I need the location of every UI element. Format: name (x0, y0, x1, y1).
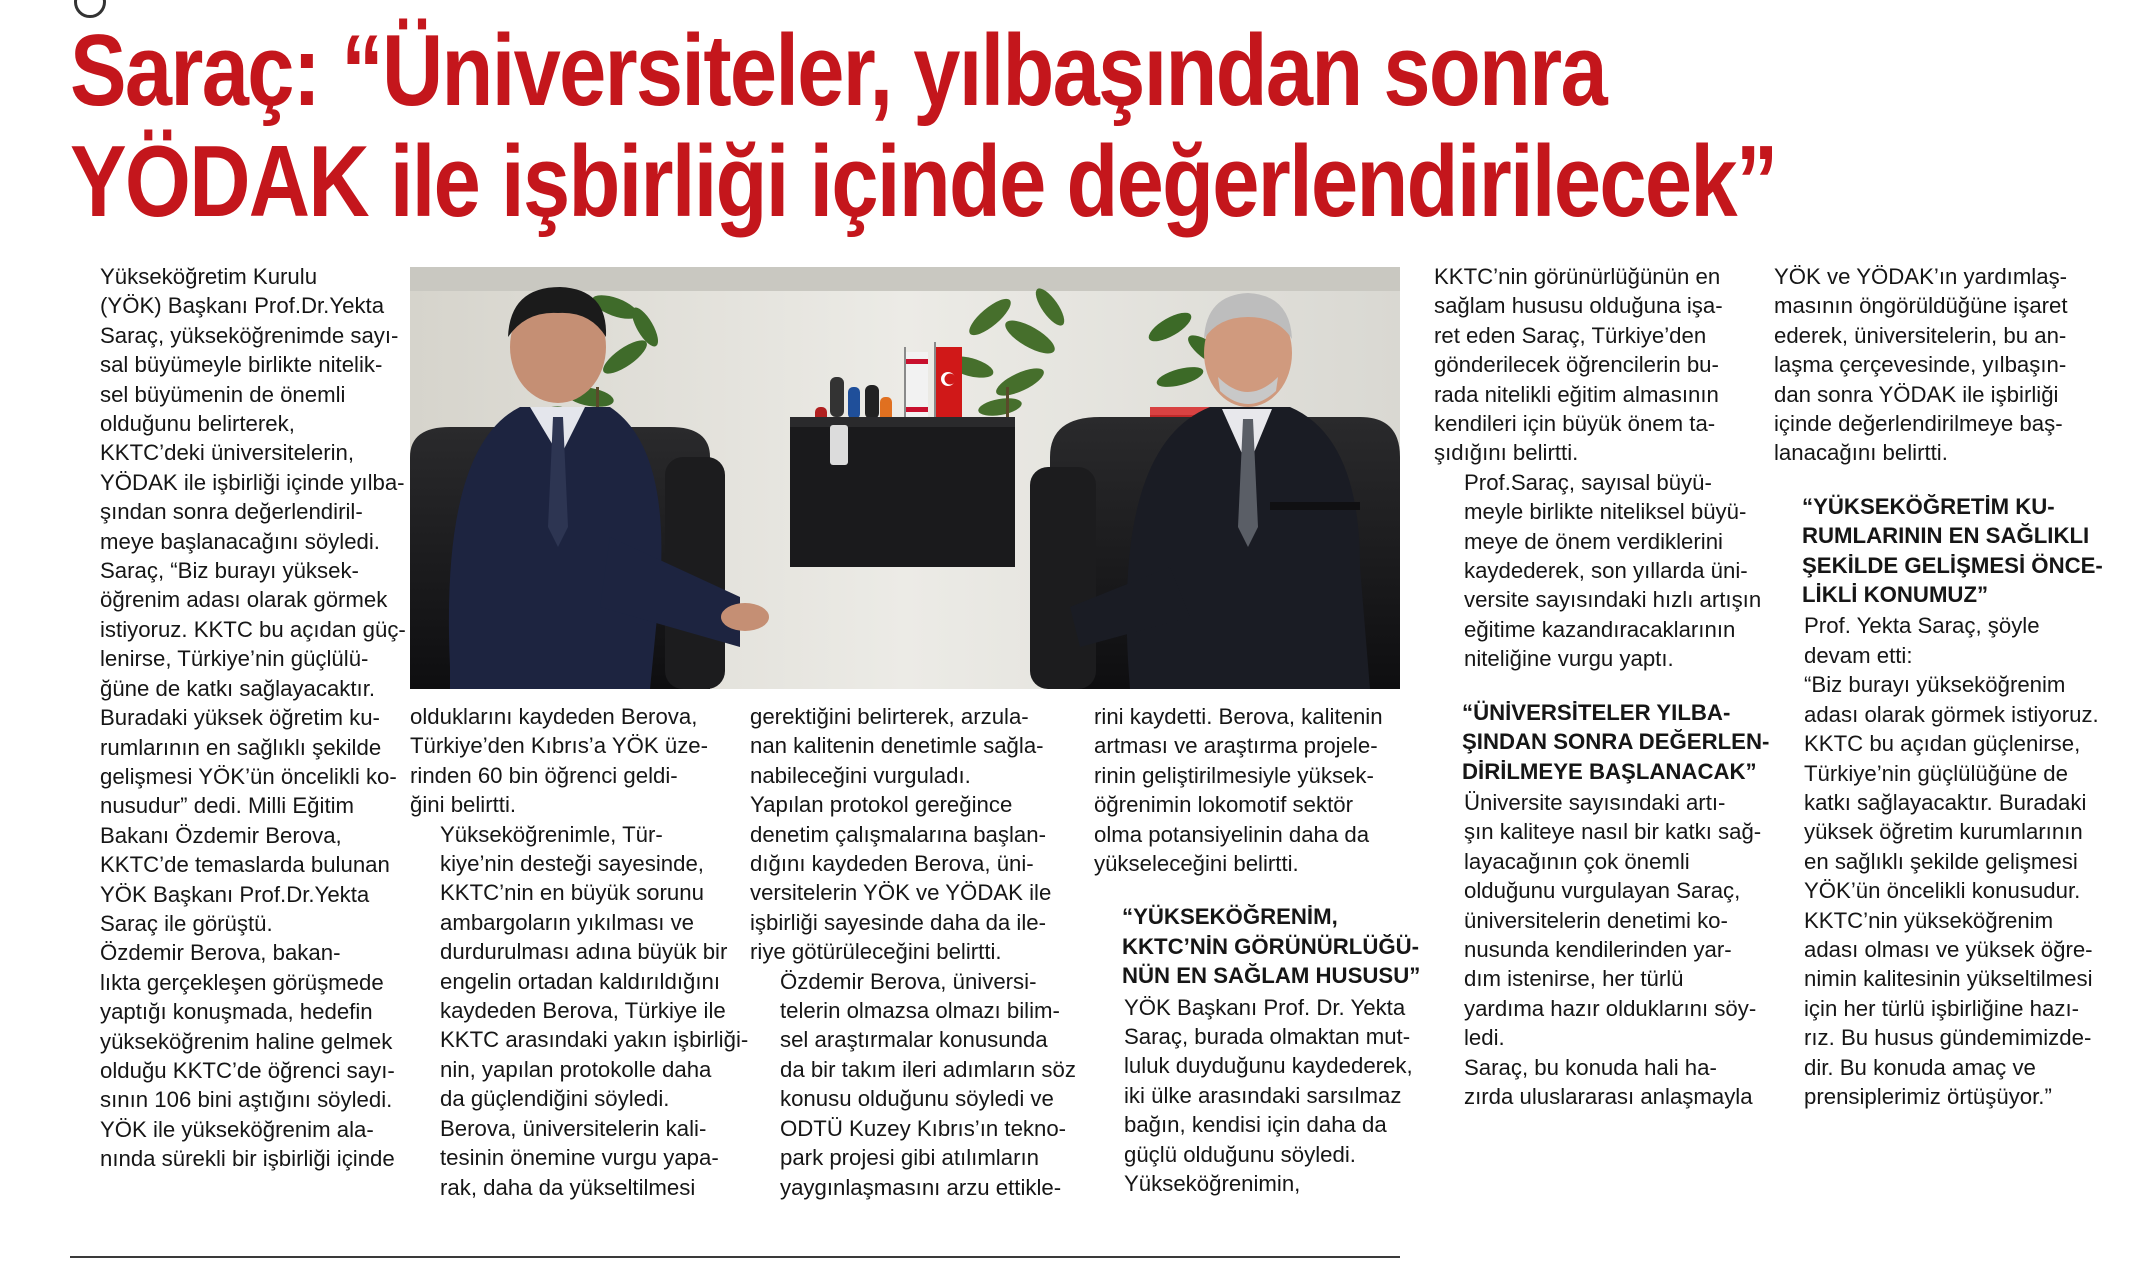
text-line: rada nitelikli eğitim almasının (1434, 381, 1719, 407)
text-line: LİKLİ KONUMUZ” (1802, 582, 1989, 608)
section-subheading (1094, 902, 1421, 990)
text-line: telerin olmazsa olmazı bilim- (780, 998, 1060, 1024)
headline (70, 15, 1777, 238)
text-line: nin, yapılan protokolle daha (440, 1056, 712, 1082)
text-line: KKTC bu açıdan güçlenirse, (1804, 731, 2081, 757)
text-line: YÖK ile yükseköğrenim ala- (100, 1116, 374, 1142)
text-line: luluk duyduğunu kaydederek, (1124, 1053, 1413, 1079)
text-line: öğrenim adası olarak görmek (100, 587, 388, 613)
text-line: versite sayısındaki hızlı artışın (1464, 587, 1762, 613)
text-line: “YÜKSEKÖĞRETİM KU- (1802, 493, 2055, 519)
text-line: rız. Bu husus gündemimizde- (1804, 1025, 2092, 1051)
article-paragraph (70, 262, 405, 556)
text-line: da bir takım ileri adımların söz (780, 1056, 1076, 1082)
text-column-4 (1094, 702, 1421, 1199)
text-line: nan kalitenin denetimle sağla- (750, 733, 1044, 759)
text-line: lenirse, Türkiye’nin güçlülü- (100, 646, 369, 672)
text-line: Saraç, yükseköğrenimde sayı- (100, 322, 399, 348)
text-line: ret eden Saraç, Türkiye’den (1434, 322, 1707, 348)
text-line: denetim çalışmalarına başlan- (750, 821, 1046, 847)
text-line: olma potansiyelinin daha da (1094, 821, 1370, 847)
text-line: YÖK Başkanı Prof.Dr.Yekta (100, 881, 370, 907)
text-line: gerektiğini belirterek, arzula- (750, 704, 1029, 729)
text-line: engelin ortadan kaldırıldığını (440, 968, 720, 994)
article-paragraph (1774, 262, 2094, 468)
article-paragraph (410, 820, 749, 1114)
text-line: sağlam hususu olduğuna işa- (1434, 293, 1723, 319)
text-line: dir. Bu konuda amaç ve (1804, 1054, 2036, 1080)
headline-line-2: YÖDAK ile işbirliği içinde değerlendirilecek” (70, 126, 1777, 238)
text-column-3 (750, 702, 1076, 1202)
text-line: dım istenirse, her türlü (1464, 966, 1684, 992)
text-line: Bakanı Özdemir Berova, (100, 822, 342, 848)
text-line: ğüne de katkı sağlayacaktır. (100, 675, 376, 701)
text-line: Berova, üniversitelerin kali- (440, 1115, 707, 1141)
text-line: şıdığını belirtti. (1434, 440, 1579, 466)
text-line: zırda uluslararası anlaşmayla (1464, 1083, 1753, 1109)
article-paragraph (1774, 611, 2094, 670)
text-line: Üniversite sayısındaki artı- (1464, 789, 1726, 815)
text-line: meye başlanacağını söyledi. (100, 528, 380, 554)
text-line: prensiplerimiz örtüşüyor.” (1804, 1083, 2052, 1109)
text-line: artması ve araştırma projele- (1094, 733, 1378, 759)
section-subheading (1774, 492, 2103, 610)
text-line: da güçlendiğini söyledi. (440, 1086, 670, 1112)
text-line: KKTC’NİN GÖRÜNÜRLÜĞÜ- (1122, 933, 1420, 959)
text-line: kendileri için büyük önem ta- (1434, 411, 1716, 437)
text-line: nusunda kendilerinden yar- (1464, 936, 1732, 962)
text-line: bağın, kendisi için daha da (1124, 1112, 1387, 1138)
text-line: adası olarak görmek istiyoruz. (1804, 701, 2099, 727)
text-line: gönderilecek öğrencilerin bu- (1434, 352, 1719, 378)
text-line: “ÜNİVERSİTELER YILBA- (1462, 699, 1731, 725)
text-line: işbirliği sayesinde daha da ile- (750, 909, 1046, 935)
text-line: kaydederek, son yıllarda üni- (1464, 558, 1748, 584)
bottom-rule (70, 1256, 1400, 1258)
text-line: dığını kaydeden Berova, üni- (750, 851, 1034, 877)
text-line: Türkiye’nin güçlülüğüne de (1804, 760, 2068, 786)
article-paragraph (410, 702, 730, 820)
text-line: adası olması ve yüksek öğre- (1804, 936, 2093, 962)
text-line: olduğunu vurgulayan Saraç, (1464, 878, 1741, 904)
text-column-6 (1774, 262, 2103, 1111)
text-line: katkı sağlayacaktır. Buradaki (1804, 789, 2087, 815)
text-line: iki ülke arasındaki sarsılmaz (1124, 1082, 1402, 1108)
text-line: Türkiye’den Kıbrıs’a YÖK üze- (410, 733, 709, 759)
text-line: devam etti: (1804, 642, 1913, 668)
text-line: Yükseköğrenimle, Tür- (440, 821, 663, 847)
center-table (790, 417, 1015, 567)
text-line: Yükseköğrenimin, (1124, 1171, 1301, 1197)
text-line: ğini belirtti. (410, 792, 517, 818)
text-line: KKTC’de temaslarda bulunan (100, 852, 390, 878)
text-line: Buradaki yüksek öğretim ku- (100, 705, 380, 731)
article-paragraph (1774, 906, 2094, 1112)
text-line: KKTC’nin en büyük sorunu (440, 880, 704, 906)
text-line: Yapılan protokol gereğince (750, 792, 1013, 818)
text-line: gelişmesi YÖK’ün öncelikli ko- (100, 763, 397, 789)
text-line: lıkta gerçekleşen görüşmede (100, 969, 384, 995)
text-line: versitelerin YÖK ve YÖDAK ile (750, 880, 1052, 906)
text-column-1 (70, 262, 406, 1174)
article-paragraph (1094, 702, 1414, 878)
text-line: meyle birlikte niteliksel büyü- (1464, 499, 1747, 525)
text-line: niteliğine vurgu yaptı. (1464, 646, 1674, 672)
text-line: ambargoların yıkılması ve (440, 909, 695, 935)
text-line: ledi. (1464, 1025, 1505, 1051)
text-line: Saraç ile görüştü. (100, 910, 273, 936)
article-paragraph (750, 967, 1076, 1202)
article-paragraph (1434, 468, 1762, 674)
section-subheading (1434, 698, 1770, 786)
text-line: rini kaydetti. Berova, kalitenin (1094, 704, 1383, 729)
text-line: yükseleceğini belirtti. (1094, 851, 1299, 877)
text-line: DİRİLMEYE BAŞLANACAK” (1462, 758, 1757, 784)
text-line: lanacağını belirtti. (1774, 440, 1948, 466)
text-line: rak, daha da yükseltilmesi (440, 1174, 696, 1200)
text-line: Prof. Yekta Saraç, şöyle (1804, 613, 2040, 639)
text-line: sının 106 bini aştığını söyledi. (100, 1087, 393, 1113)
text-line: en sağlıklı şekilde gelişmesi (1804, 848, 2078, 874)
text-line: Saraç, bu konuda hali ha- (1464, 1054, 1717, 1080)
text-line: öğrenimin lokomotif sektör (1094, 792, 1353, 818)
text-line: laşma çerçevesinde, yılbaşın- (1774, 352, 2067, 378)
text-line: şından sonra değerlendiril- (100, 499, 363, 525)
text-line: meye de önem verdiklerini (1464, 528, 1723, 554)
text-line: ODTÜ Kuzey Kıbrıs’ın tekno- (780, 1115, 1067, 1141)
text-line: rinden 60 bin öğrenci geldi- (410, 762, 678, 788)
text-line: nabileceğini vurguladı. (750, 762, 971, 788)
text-line: yardıma hazır olduklarını söy- (1464, 995, 1757, 1021)
article-paragraph (1094, 1169, 1414, 1198)
text-line: tesinin önemine vurgu yapa- (440, 1145, 719, 1171)
article-paragraph (1774, 670, 2099, 905)
text-line: KKTC arasındaki yakın işbirliği- (440, 1027, 749, 1053)
text-line: yaygınlaşmasını arzu ettikle- (780, 1174, 1062, 1200)
text-line: RUMLARININ EN SAĞLIKLI (1802, 523, 2090, 549)
text-column-2 (410, 702, 749, 1202)
text-line: NÜN EN SAĞLAM HUSUSU” (1122, 963, 1421, 989)
text-line: YÖK’ün öncelikli konusudur. (1804, 878, 2081, 904)
text-column-5 (1434, 262, 1770, 1111)
article-paragraph (410, 1114, 730, 1202)
text-line: istiyoruz. KKTC bu açıdan güç- (100, 616, 406, 642)
text-line: yükseköğrenim haline gelmek (100, 1028, 393, 1054)
text-line: ederek, üniversitelerin, bu an- (1774, 322, 2067, 348)
text-line: “Biz burayı yükseköğrenim (1804, 672, 2066, 698)
text-line: içinde değerlendirilmeye baş- (1774, 411, 2063, 437)
text-line: rinin geliştirilmesiyle yüksek- (1094, 762, 1374, 788)
text-line: sel büyümenin de önemli (100, 381, 346, 407)
meeting-photo (410, 267, 1400, 689)
text-line: sal büyümeyle birlikte nitelik- (100, 352, 383, 378)
text-line: YÖDAK ile işbirliği içinde yılba- (100, 469, 405, 495)
text-line: layacağının çok önemli (1464, 848, 1690, 874)
text-line: durdurulması adına büyük bir (440, 939, 728, 965)
text-line: konusu olduğunu söyledi ve (780, 1086, 1054, 1112)
text-line: Prof.Saraç, sayısal büyü- (1464, 469, 1712, 495)
text-line: KKTC’nin yükseköğrenim (1804, 907, 2054, 933)
text-line: nusudur” dedi. Milli Eğitim (100, 793, 355, 819)
article-paragraph (70, 556, 406, 938)
text-line: kaydeden Berova, Türkiye ile (440, 998, 726, 1024)
text-line: sel araştırmalar konusunda (780, 1027, 1048, 1053)
text-line: olduğunu belirterek, (100, 411, 295, 437)
text-line: (YÖK) Başkanı Prof.Dr.Yekta (100, 293, 385, 319)
text-line: şın kaliteye nasıl bir katkı sağ- (1464, 819, 1762, 845)
text-line: YÖK Başkanı Prof. Dr. Yekta (1124, 994, 1406, 1020)
text-line: Saraç, burada olmaktan mut- (1124, 1024, 1411, 1050)
article-paragraph (750, 702, 1070, 967)
text-line: ŞEKİLDE GELİŞMESİ ÖNCE- (1802, 552, 2103, 578)
text-line: nında sürekli bir işbirliği içinde (100, 1146, 395, 1172)
text-line: Özdemir Berova, bakan- (100, 940, 341, 966)
text-line: yüksek öğretim kurumlarının (1804, 819, 2083, 845)
text-line: Özdemir Berova, üniversi- (780, 968, 1037, 994)
article-paragraph (1434, 788, 1762, 1053)
text-line: nimin kalitesinin yükseltilmesi (1804, 966, 2093, 992)
text-line: YÖK ve YÖDAK’ın yardımlaş- (1774, 264, 2068, 289)
text-line: güçlü olduğunu söyledi. (1124, 1141, 1356, 1167)
text-line: Yükseköğretim Kurulu (100, 264, 318, 289)
text-line: riye götürüleceğini belirtti. (750, 939, 1002, 965)
text-line: Saraç, “Biz burayı yüksek- (100, 558, 359, 584)
text-line: ŞINDAN SONRA DEĞERLEN- (1462, 729, 1770, 755)
text-line: yaptığı konuşmada, hedefin (100, 999, 373, 1025)
text-line: KKTC’nin görünürlüğünün en (1434, 264, 1721, 289)
text-line: “YÜKSEKÖĞRENİM, (1122, 904, 1338, 930)
text-line: park projesi gibi atılımların (780, 1145, 1039, 1171)
headline-line-1: Saraç: “Üniversiteler, yılbaşından sonra (70, 15, 1607, 127)
article-paragraph (1434, 262, 1754, 468)
article-paragraph (1094, 993, 1414, 1169)
text-line: KKTC’deki üniversitelerin, (100, 440, 355, 466)
text-line: dan sonra YÖDAK ile işbirliği (1774, 381, 2059, 407)
text-line: üniversitelerin denetimi ko- (1464, 907, 1728, 933)
article-paragraph (70, 938, 395, 1173)
text-line: rumlarının en sağlıklı şekilde (100, 734, 382, 760)
article-paragraph (1434, 1053, 1754, 1112)
text-line: olduklarını kaydeden Berova, (410, 704, 698, 729)
text-line: kiye’nin desteği sayesinde, (440, 851, 704, 877)
text-line: eğitime kazandıracaklarının (1464, 616, 1736, 642)
text-line: olduğu KKTC’de öğrenci sayı- (100, 1057, 395, 1083)
text-line: masının öngörüldüğüne işaret (1774, 293, 2068, 319)
text-line: için her türlü işbirliğine hazı- (1804, 995, 2079, 1021)
